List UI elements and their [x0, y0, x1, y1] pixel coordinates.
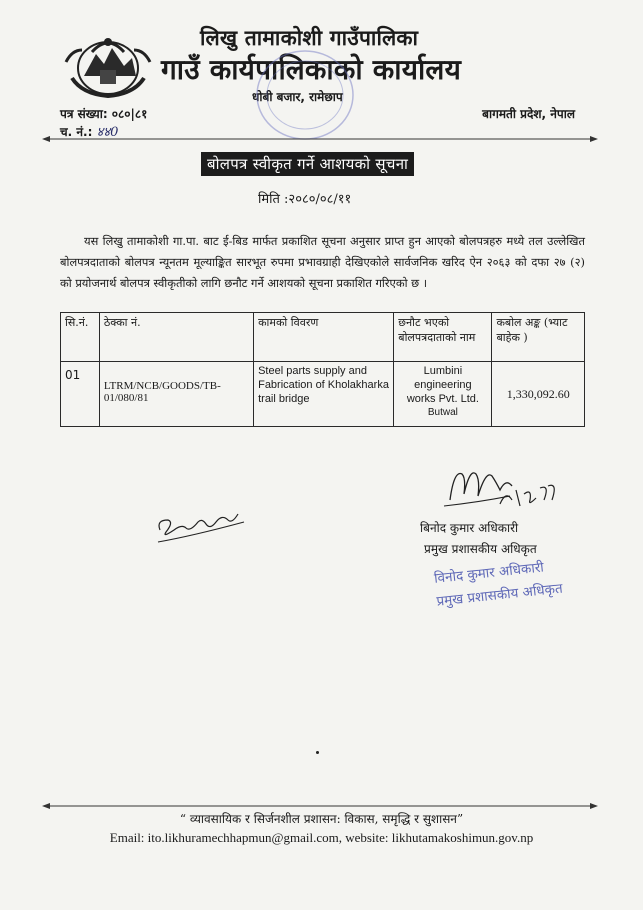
signatory-name: बिनोद कुमार अधिकारी	[420, 521, 519, 535]
name-stamp	[433, 555, 564, 614]
office-address: धोबी बजार, रामेछाप	[252, 90, 343, 104]
cell-sn: 01	[61, 362, 100, 427]
signatory-title: प्रमुख प्रशासकीय अधिकृत	[424, 542, 537, 556]
dispatch-value: ४४0	[96, 125, 119, 140]
cell-bidder	[394, 362, 492, 427]
stamp-title: प्रमुख प्रशासकीय अधिकृत	[435, 580, 564, 610]
stray-dot	[316, 751, 319, 754]
witness-signature	[152, 500, 252, 550]
office-seal-stamp	[250, 45, 360, 145]
cell-contract-no	[99, 362, 253, 427]
org-name: लिखु तामाकोशी गाउँपालिका	[200, 26, 419, 50]
notice-date: मिति :२०८०/०८/११	[258, 192, 352, 207]
col-header-amount: कबोल अङ्क (भ्याट बाहेक )	[492, 313, 585, 362]
nepal-emblem-icon	[62, 28, 154, 102]
table-header-row	[61, 313, 585, 362]
notice-title: बोलपत्र स्वीकृत गर्ने आशयको सूचना	[201, 152, 414, 176]
dispatch-label: च. नं.:	[60, 125, 93, 139]
office-name: गाउँ कार्यपालिकाको कार्यालय	[161, 53, 462, 86]
col-header-sn: सि.नं.	[61, 313, 100, 362]
cell-amount: 1,330,092.60	[492, 362, 585, 427]
col-header-contract: ठेक्का नं.	[99, 313, 253, 362]
signatory-signature	[440, 460, 560, 515]
notice-body: यस लिखु तामाकोशी गा.पा. बाट ई-बिड मार्फत प्रकाशित सूचना अनुसार प्राप्त हुन आएको बोलपत्रहरु मध्ये तल उल्लेखित बोलपत्रदाताको बोलपत्र न्यूनतम मूल्याङ्कित सारभूत रुपमा प्रभावग्राही देखिएकोले सार्वजनिक खरिद ऐन २०६३ को दफा २७ (२) को प्रयोजनार्थ बोलपत्र स्वीकृतीको लागि छनौट गर्ने आशयको सूचना प्रकाशित गरिएको छ ।	[60, 234, 585, 291]
contract-no-text: LTRM/NCB/GOODS/TB-01/080/81	[103, 380, 221, 404]
col-header-bidder: छनौट भएको बोलपत्रदाताको नाम	[394, 313, 492, 362]
cell-work: Steel parts supply and Fabrication of Kholakharka trail bridge	[254, 362, 394, 427]
reference-number: पत्र संख्या: ०८०|८१	[60, 107, 148, 121]
col-header-work: कामको विवरण	[254, 313, 394, 362]
header-divider	[42, 134, 598, 144]
bidder-name: Lumbini engineering works Pvt. Ltd.	[406, 365, 479, 405]
bid-table	[60, 312, 585, 427]
table-row	[61, 362, 585, 427]
province-label: बागमती प्रदेश, नेपाल	[482, 107, 575, 121]
stamp-name: विनोद कुमार अधिकारी	[433, 559, 545, 587]
bidder-city: Butwal	[427, 407, 458, 418]
footer-motto: “ व्यावसायिक र सिर्जनशील प्रशासन: विकास, समृद्धि र सुशासन”	[179, 812, 464, 826]
footer-contact[interactable]: Email: ito.likhuramechhapmun@gmail.com, website: likhutamakoshimun.gov.np	[109, 830, 534, 845]
